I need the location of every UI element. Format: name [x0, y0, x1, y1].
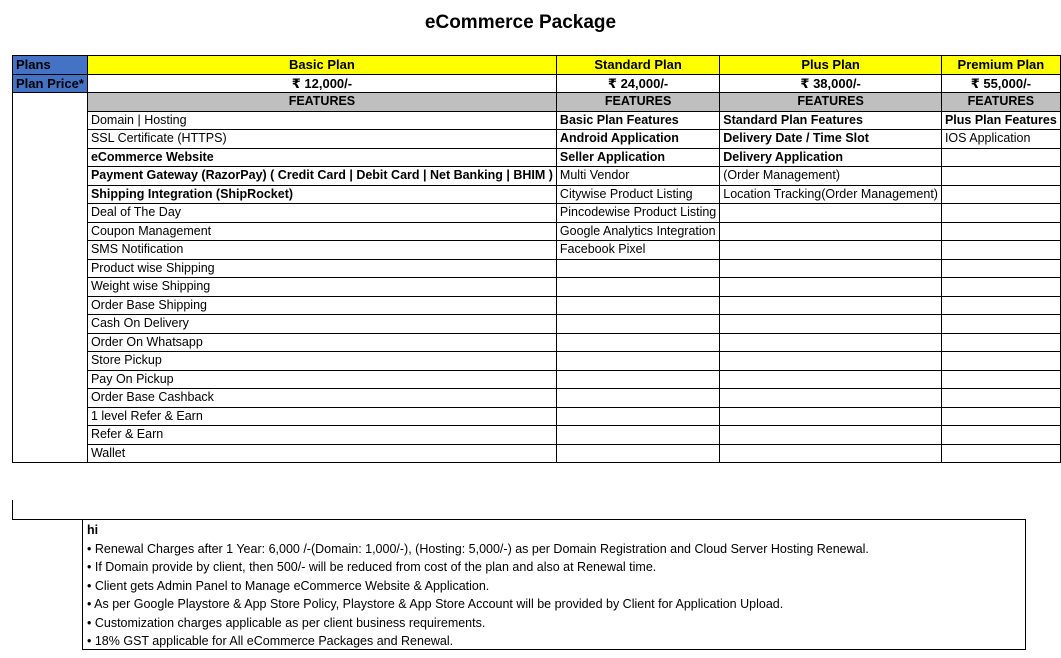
features-heading-premium: FEATURES [941, 93, 1060, 112]
page-title: eCommerce Package [424, 12, 617, 33]
feature-cell: Order Base Cashback [87, 389, 556, 408]
notes-heading: hi [87, 523, 99, 537]
plan-price-row [13, 74, 1061, 93]
feature-cell: SSL Certificate (HTTPS) [87, 130, 556, 149]
feature-cell: 1 level Refer & Earn [87, 407, 556, 426]
feature-cell [556, 370, 719, 389]
feature-cell: Order On Whatsapp [87, 333, 556, 352]
feature-cell: Google Analytics Integration [556, 222, 719, 241]
plan-name-plus: Plus Plan [720, 56, 942, 75]
feature-cell [941, 444, 1060, 463]
plan-price-plus: ₹ 38,000/- [720, 74, 942, 93]
feature-cell: Android Application [556, 130, 719, 149]
feature-cell [941, 148, 1060, 167]
feature-cell [556, 352, 719, 371]
table-row [13, 222, 1061, 241]
feature-cell [720, 278, 942, 297]
package-table [12, 55, 1061, 463]
feature-cell [941, 370, 1060, 389]
feature-cell [941, 259, 1060, 278]
table-row [13, 407, 1061, 426]
feature-cell: Seller Application [556, 148, 719, 167]
feature-cell [556, 315, 719, 334]
feature-cell [941, 333, 1060, 352]
feature-cell: Shipping Integration (ShipRocket) [87, 185, 556, 204]
feature-cell: Basic Plan Features [556, 111, 719, 130]
note-item: • If Domain provide by client, then 500/- will be reduced from cost of the plan and also at Renewal time. [87, 560, 657, 574]
feature-cell [720, 407, 942, 426]
feature-cell: Standard Plan Features [720, 111, 942, 130]
table-row [13, 167, 1061, 186]
feature-cell: Delivery Application [720, 148, 942, 167]
feature-cell: Pay On Pickup [87, 370, 556, 389]
feature-cell [941, 426, 1060, 445]
table-row [13, 389, 1061, 408]
feature-cell: Domain | Hosting [87, 111, 556, 130]
feature-cell [720, 241, 942, 260]
table-row [13, 185, 1061, 204]
left-margin-bottom [12, 500, 84, 520]
note-item: • As per Google Playstore & App Store Policy, Playstore & App Store Account will be provided by Client for Application Upload. [87, 597, 784, 611]
feature-cell: Weight wise Shipping [87, 278, 556, 297]
feature-cell [941, 315, 1060, 334]
feature-cell [941, 222, 1060, 241]
feature-cell: Store Pickup [87, 352, 556, 371]
feature-cell: Product wise Shipping [87, 259, 556, 278]
plans-header-row [13, 56, 1061, 75]
feature-cell: Delivery Date / Time Slot [720, 130, 942, 149]
feature-cell: Pincodewise Product Listing [556, 204, 719, 223]
feature-cell: Wallet [87, 444, 556, 463]
note-item: • Renewal Charges after 1 Year: 6,000 /-(Domain: 1,000/-), (Hosting: 5,000/-) as per Domain Registration and Cloud Server Hosting Renewal. [87, 541, 869, 556]
feature-cell: Citywise Product Listing [556, 185, 719, 204]
feature-cell [556, 333, 719, 352]
feature-cell [556, 426, 719, 445]
feature-cell [720, 222, 942, 241]
features-heading-standard: FEATURES [556, 93, 719, 112]
plan-name-basic: Basic Plan [87, 56, 556, 75]
feature-cell [941, 278, 1060, 297]
plan-price-basic: ₹ 12,000/- [87, 74, 556, 93]
plan-name-premium: Premium Plan [941, 56, 1060, 75]
feature-cell [556, 259, 719, 278]
table-row [13, 444, 1061, 463]
feature-cell [720, 259, 942, 278]
plan-price-standard: ₹ 24,000/- [556, 74, 719, 93]
plan-price-premium: ₹ 55,000/- [941, 74, 1060, 93]
table-row [13, 370, 1061, 389]
feature-cell [941, 185, 1060, 204]
feature-cell: (Order Management) [720, 167, 942, 186]
feature-cell: Cash On Delivery [87, 315, 556, 334]
feature-cell: Facebook Pixel [556, 241, 719, 260]
note-item: • Customization charges applicable as per client business requirements. [87, 615, 486, 630]
features-heading-basic: FEATURES [87, 93, 556, 112]
feature-cell [941, 407, 1060, 426]
feature-cell [556, 278, 719, 297]
feature-cell [556, 444, 719, 463]
table-row [13, 259, 1061, 278]
left-margin-cell [13, 93, 88, 463]
feature-cell [720, 352, 942, 371]
feature-cell: Deal of The Day [87, 204, 556, 223]
feature-cell [941, 296, 1060, 315]
feature-cell [941, 352, 1060, 371]
note-item: • Client gets Admin Panel to Manage eCommerce Website & Application. [87, 578, 490, 593]
feature-cell: Payment Gateway (RazorPay) ( Credit Card | Debit Card | Net Banking | BHIM ) [87, 167, 556, 186]
table-row [13, 148, 1061, 167]
table-row [13, 426, 1061, 445]
notes-box [82, 519, 1026, 650]
plan-name-standard: Standard Plan [556, 56, 719, 75]
feature-cell [720, 315, 942, 334]
table-row [13, 352, 1061, 371]
feature-cell: IOS Application [941, 130, 1060, 149]
table-row [13, 204, 1061, 223]
feature-cell [720, 389, 942, 408]
feature-cell: Refer & Earn [87, 426, 556, 445]
table-row [13, 315, 1061, 334]
feature-cell [720, 370, 942, 389]
table-row [13, 333, 1061, 352]
plan-price-label: Plan Price* [13, 74, 88, 93]
features-heading-plus: FEATURES [720, 93, 942, 112]
features-header-row [13, 93, 1061, 112]
note-item: • 18% GST applicable for All eCommerce Packages and Renewal. [87, 634, 454, 648]
table-row [13, 278, 1061, 297]
feature-cell [720, 426, 942, 445]
feature-cell [720, 204, 942, 223]
feature-cell [941, 389, 1060, 408]
feature-cell [556, 296, 719, 315]
feature-cell [941, 204, 1060, 223]
table-row [13, 241, 1061, 260]
feature-cell [556, 389, 719, 408]
plans-label: Plans [13, 56, 88, 75]
feature-cell: Multi Vendor [556, 167, 719, 186]
feature-cell [720, 444, 942, 463]
feature-cell [720, 296, 942, 315]
feature-cell: Coupon Management [87, 222, 556, 241]
feature-cell [941, 241, 1060, 260]
feature-cell [941, 167, 1060, 186]
table-row [13, 130, 1061, 149]
table-row [13, 111, 1061, 130]
feature-cell: Plus Plan Features [941, 111, 1060, 130]
feature-cell: Location Tracking(Order Management) [720, 185, 942, 204]
table-row [13, 296, 1061, 315]
feature-cell: eCommerce Website [87, 148, 556, 167]
feature-cell [556, 407, 719, 426]
feature-cell: SMS Notification [87, 241, 556, 260]
feature-cell: Order Base Shipping [87, 296, 556, 315]
feature-cell [720, 333, 942, 352]
